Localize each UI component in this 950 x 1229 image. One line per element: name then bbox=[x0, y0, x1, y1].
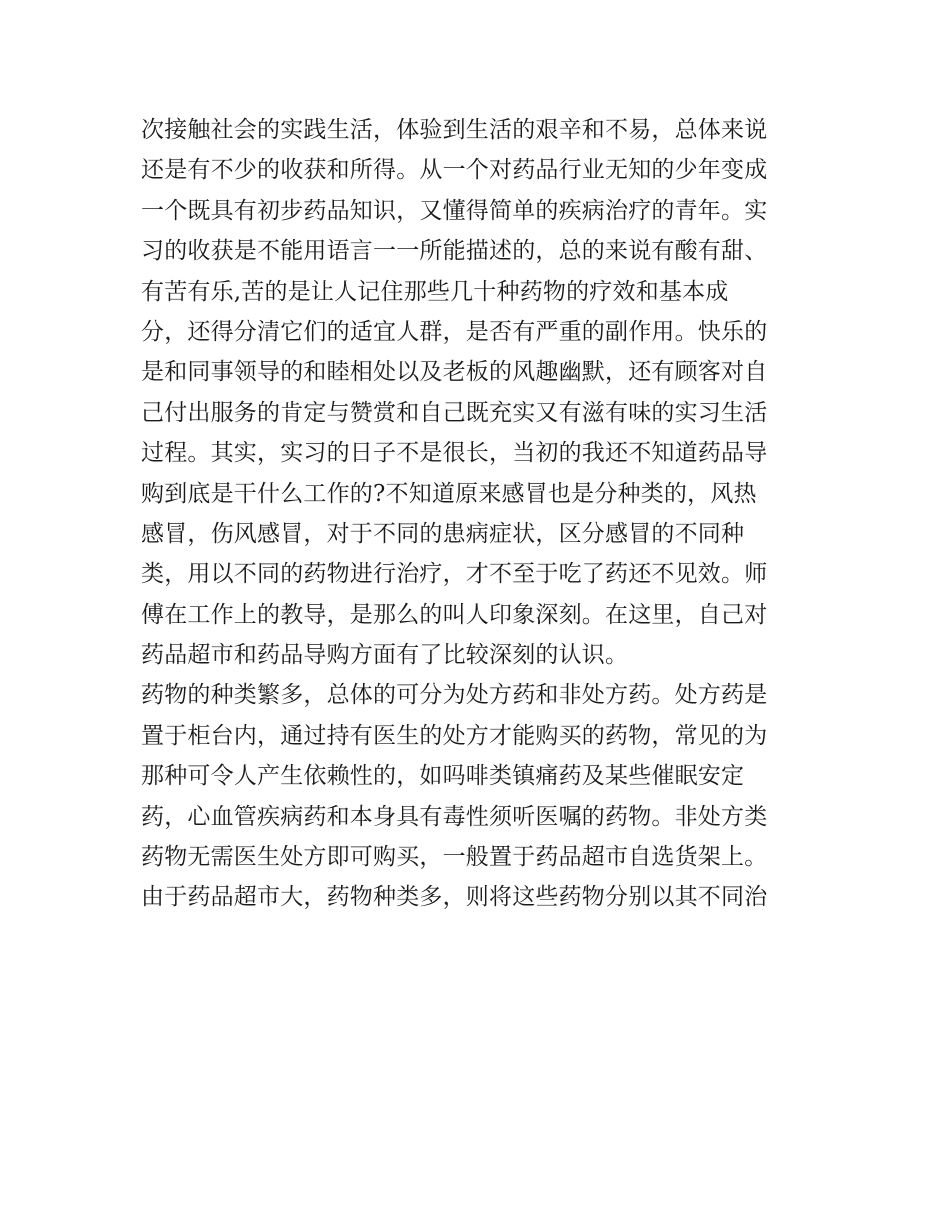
text-line: 由于药品超市大，药物种类多，则将这些药物分别以其不同治 bbox=[141, 884, 768, 911]
text-line: 还是有不少的收获和所得。从一个对药品行业无知的少年变成 bbox=[141, 157, 768, 184]
text-line: 次接触社会的实践生活，体验到生活的艰辛和不易，总体来说 bbox=[141, 117, 768, 143]
body-text bbox=[141, 110, 821, 918]
text-line: 己付出服务的肯定与赞赏和自己既充实又有滋有味的实习生活 bbox=[141, 399, 768, 426]
text-line: 感冒，伤风感冒，对于不同的患病症状，区分感冒的不同种 bbox=[141, 520, 745, 547]
text-line: 习的收获是不能用语言一一所能描述的，总的来说有酸有甜、 bbox=[141, 238, 768, 265]
text-line: 过程。其实，实习的日子不是很长，当初的我还不知道药品导 bbox=[141, 440, 768, 467]
text-line: 那种可令人产生依赖性的，如吗啡类镇痛药及某些催眠安定 bbox=[141, 763, 745, 790]
text-line: 有苦有乐,苦的是让人记住那些几十种药物的疗效和基本成 bbox=[141, 278, 729, 305]
text-line: 药物的种类繁多，总体的可分为处方药和非处方药。处方药是 bbox=[141, 682, 768, 709]
text-line: 一个既具有初步药品知识，又懂得简单的疾病治疗的青年。实 bbox=[141, 197, 768, 224]
text-line: 药物无需医生处方即可购买，一般置于药品超市自选货架上。 bbox=[141, 844, 768, 871]
text-line: 药，心血管疾病药和本身具有毒性须听医嘱的药物。非处方类 bbox=[141, 803, 768, 830]
text-line: 置于柜台内，通过持有医生的处方才能购买的药物，常见的为 bbox=[141, 722, 768, 749]
text-line: 类，用以不同的药物进行治疗，才不至于吃了药还不见效。师 bbox=[141, 561, 768, 588]
text-line: 药品超市和药品导购方面有了比较深刻的认识。 bbox=[141, 642, 629, 669]
text-line: 是和同事领导的和睦相处以及老板的风趣幽默，还有顾客对自 bbox=[141, 359, 768, 386]
text-line: 购到底是干什么工作的?不知道原来感冒也是分种类的，风热 bbox=[141, 480, 757, 507]
text-line: 傅在工作上的教导，是那么的叫人印象深刻。在这里，自己对 bbox=[141, 601, 768, 628]
text-line: 分，还得分清它们的适宜人群，是否有严重的副作用。快乐的 bbox=[141, 318, 768, 345]
